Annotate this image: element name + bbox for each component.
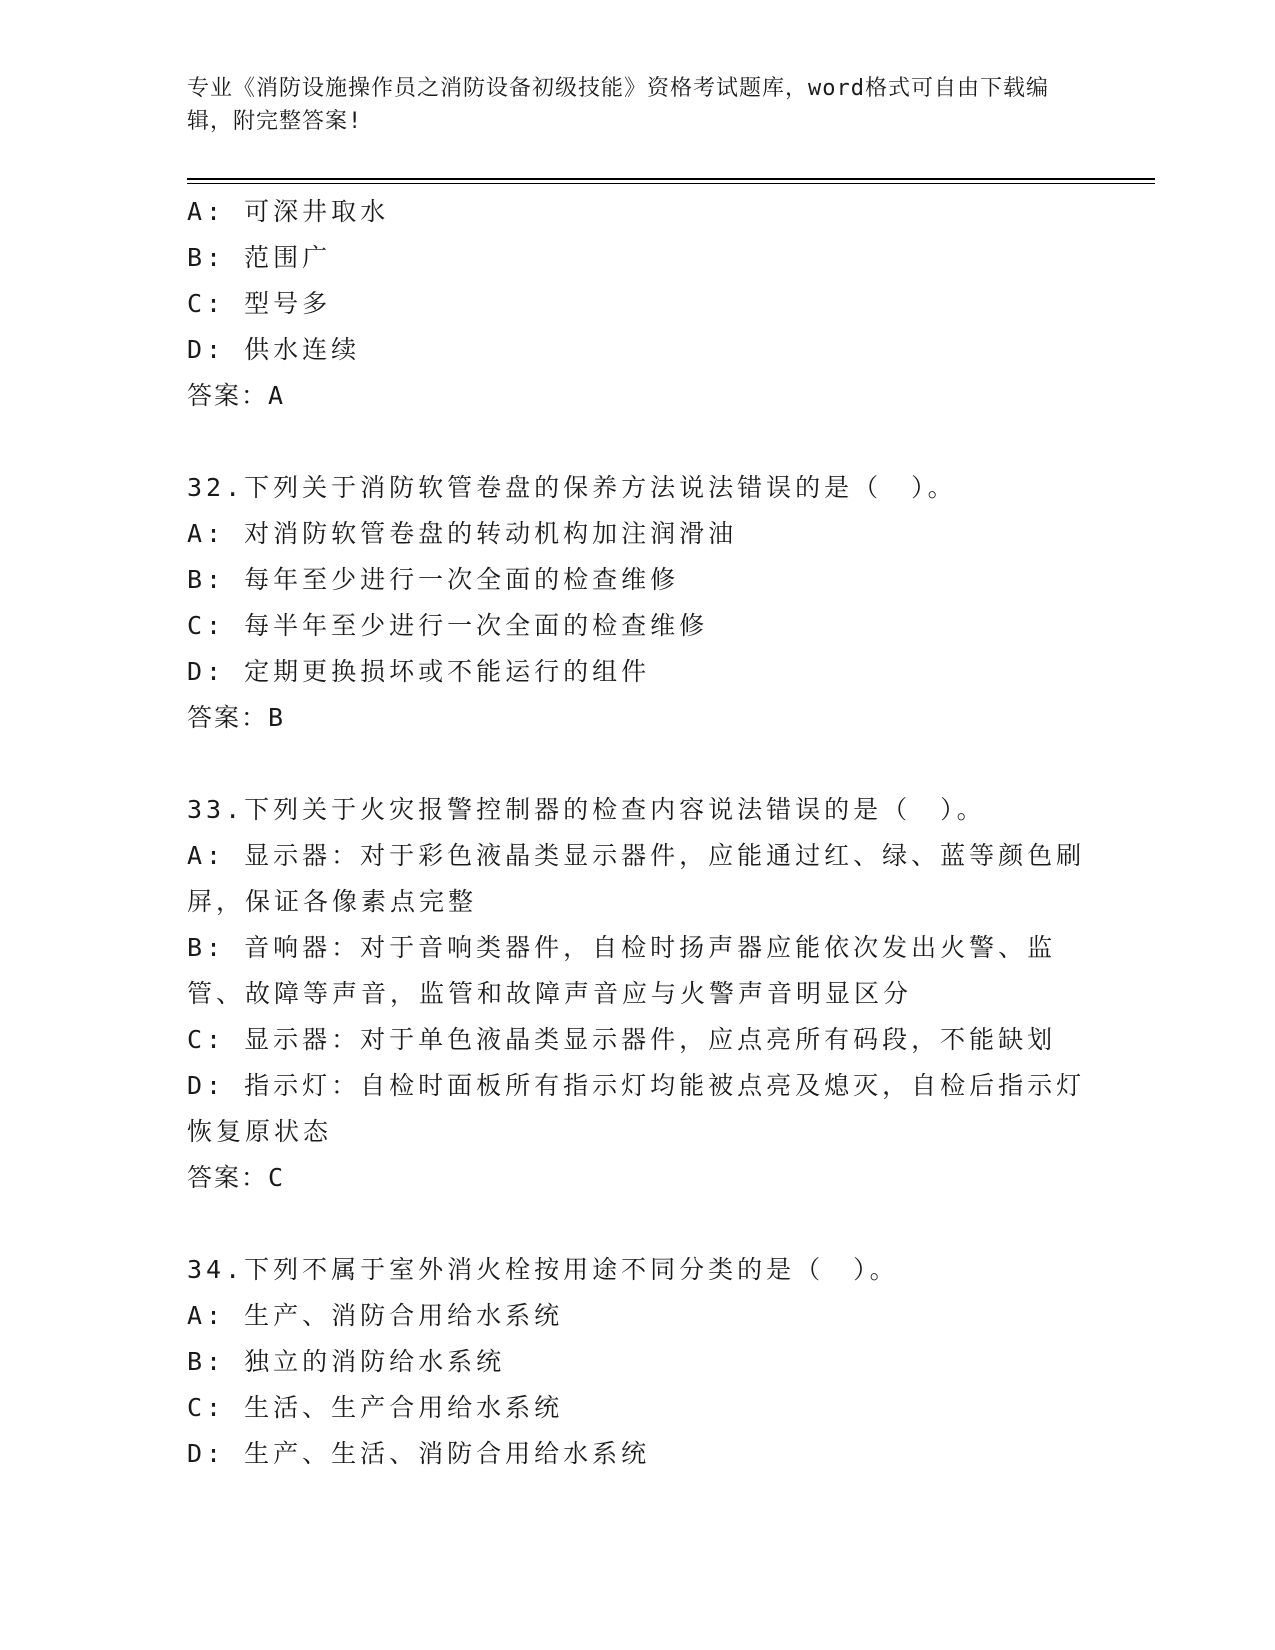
option-c: C: 型号多 bbox=[187, 289, 332, 318]
option-a: A: 生产、消防合用给水系统 bbox=[187, 1301, 564, 1330]
option-c: C: 每半年至少进行一次全面的检查维修 bbox=[187, 611, 709, 640]
header-title: 专业《消防设施操作员之消防设备初级技能》资格考试题库，word格式可自由下载编辑，附完整答案! bbox=[187, 76, 1049, 134]
question-34 bbox=[187, 1247, 1087, 1477]
option-a: A: 可深井取水 bbox=[187, 197, 390, 226]
header-divider-thin bbox=[187, 183, 1155, 184]
header-divider-thick bbox=[187, 178, 1155, 180]
answer-label: 答案：A bbox=[187, 381, 286, 410]
option-d: D: 生产、生活、消防合用给水系统 bbox=[187, 1439, 651, 1468]
question-text: 33.下列关于火灾报警控制器的检查内容说法错误的是（ ）。 bbox=[187, 795, 986, 824]
document-header bbox=[187, 72, 1077, 138]
question-text: 34.下列不属于室外消火栓按用途不同分类的是（ ）。 bbox=[187, 1255, 899, 1284]
question-31 bbox=[187, 189, 1087, 419]
option-c: C: 显示器：对于单色液晶类显示器件，应点亮所有码段，不能缺划 bbox=[187, 1025, 1057, 1054]
option-b: B: 范围广 bbox=[187, 243, 332, 272]
spacer bbox=[187, 419, 1087, 465]
option-d: D: 供水连续 bbox=[187, 335, 361, 364]
option-b: B: 每年至少进行一次全面的检查维修 bbox=[187, 565, 680, 594]
option-a: A: 显示器：对于彩色液晶类显示器件，应能通过红、绿、蓝等颜色刷屏，保证各像素点完整 bbox=[187, 841, 1086, 916]
option-d: D: 指示灯：自检时面板所有指示灯均能被点亮及熄灭，自检后指示灯恢复原状态 bbox=[187, 1071, 1086, 1146]
question-text: 32.下列关于消防软管卷盘的保养方法说法错误的是（ ）。 bbox=[187, 473, 957, 502]
question-32 bbox=[187, 465, 1087, 741]
option-c: C: 生活、生产合用给水系统 bbox=[187, 1393, 564, 1422]
option-b: B: 音响器：对于音响类器件，自检时扬声器应能依次发出火警、监管、故障等声音，监管和故障声音应与火警声音明显区分 bbox=[187, 933, 1057, 1008]
answer-label: 答案：B bbox=[187, 703, 286, 732]
option-d: D: 定期更换损坏或不能运行的组件 bbox=[187, 657, 651, 686]
option-a: A: 对消防软管卷盘的转动机构加注润滑油 bbox=[187, 519, 738, 548]
spacer bbox=[187, 1201, 1087, 1247]
option-b: B: 独立的消防给水系统 bbox=[187, 1347, 506, 1376]
question-list bbox=[187, 189, 1087, 1477]
spacer bbox=[187, 741, 1087, 787]
answer-label: 答案：C bbox=[187, 1163, 286, 1192]
question-33 bbox=[187, 787, 1087, 1201]
